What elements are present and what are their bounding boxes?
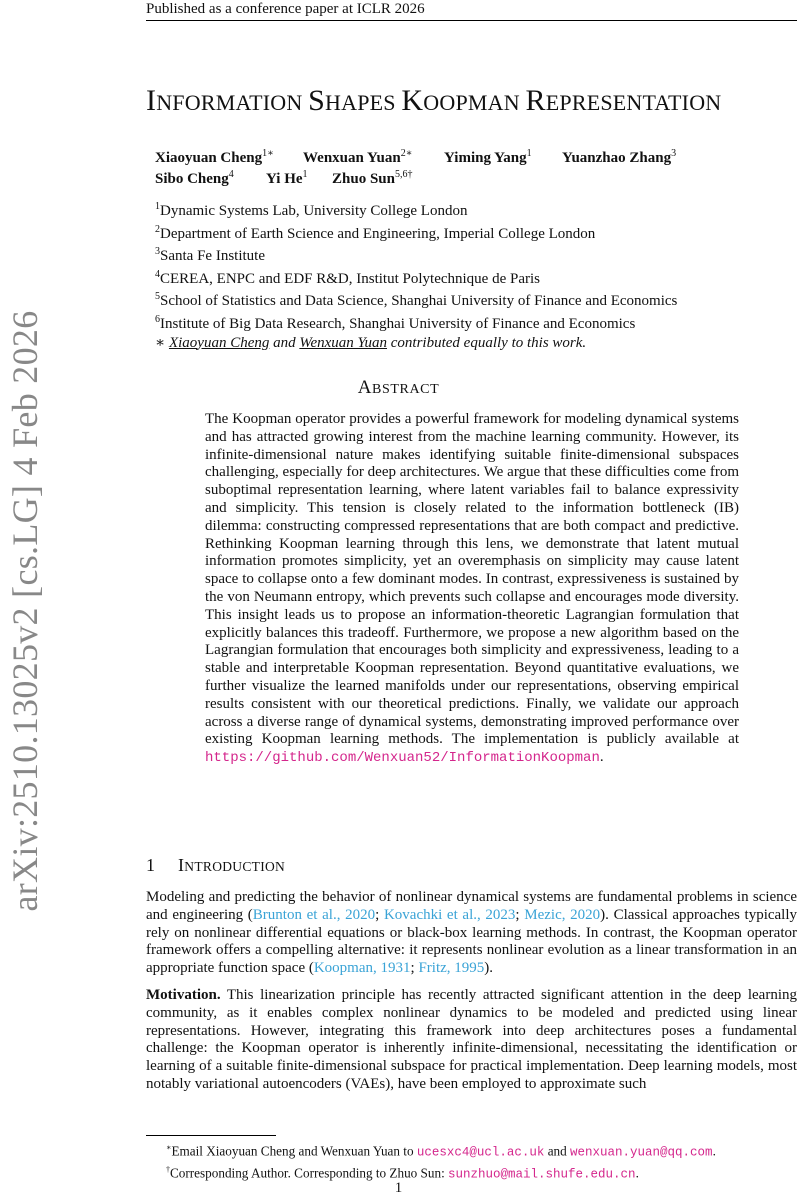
section-heading: 1 INTRODUCTION [146,855,286,875]
affiliation: $^3$Santa Fe Institute [155,246,265,265]
author: Wenxuan Yuan$^{2∗}$ [303,148,413,166]
citation-link[interactable]: Mezic, 2020 [524,906,601,923]
paragraph: Modeling and predicting the behavior of nonlinear dynamical systems are fundamental problems in science and engineering (Brunton et al., 2020; Kovachki et al., 2023; Mezic, 2020). Classical approaches typically rely on nonlinear differential equations or black-box learning methods. In contrast, the Koopman operator framework offers a compelling alternative: it represents nonlinear evolution as a linear transformation in an appropriate function space (Koopman, 1931; Fritz, 1995). [146,889,797,977]
abstract-text: The Koopman operator provides a powerful framework for modeling dynamical systems and has attracted growing interest from the machine learning community. However, its infinite-dimensional nature makes identifying suitable finite-dimensional subspaces challenging, especially for deep architectures. We argue that these difficulties come from suboptimal representation learning, where latent variables fail to balance expressivity and simplicity. This tension is closely related to the information bottleneck (IB) dilemma: constructing compressed representations that are both compact and predictive. Rethinking Koopman learning through this lens, we demonstrate that latent mutual information promotes simplicity, yet an overemphasis on simplicity may cause latent space to collapse onto a few dominant modes. In contrast, expressiveness is sustained by the von Neumann entropy, which prevents such collapse and encourages mode diversity. This insight leads us to propose an information-theoretic Lagrangian formulation that explicitly balances this tradeoff. Furthermore, we propose a new algorithm based on the Lagrangian formulation that encourages both simplicity and expressiveness, leading to a stable and interpretable Koopman representation. Beyond quantitative evaluations, we further visualize the learned manifolds under our representations, observing empirical results consistent with our theoretical predictions. Finally, we validate our approach across a diverse range of dynamical systems, demonstrating improved performance over existing Koopman learning methods. The implementation is publicly available at https://github.com/Wenxuan52/InformationKoopman. [205,411,739,767]
citation-link[interactable]: Fritz, 1995 [418,960,485,977]
footnote: ∗Email Xiaoyuan Cheng and Wenxuan Yuan to ucesxc4@ucl.ac.uk and wenxuan.yuan@qq.com. [166,1143,716,1160]
title-rest: EPRESENTATION [545,90,722,115]
page-number: 1 [394,1180,403,1196]
title-letter: S [308,84,326,117]
header-rule [146,20,797,21]
author: Yiming Yang$^1$ [444,148,532,166]
citation-link[interactable]: Kovachki et al., 2023 [383,906,516,923]
author-list [155,144,775,186]
author: Xiaoyuan Cheng$^{1∗}$ [155,148,274,166]
equal-contribution-note: ∗ Xiaoyuan Cheng and Wenxuan Yuan contributed equally to this work. [155,334,587,351]
title-rest: NFORMATION [156,90,309,115]
title-letter: R [525,84,546,117]
title-rest: OOPMAN [423,90,526,115]
affiliation-list [155,198,775,352]
title-letter: K [401,84,424,117]
footnote-rule [146,1135,276,1136]
header-text: Published as a conference paper at ICLR 2026 [146,1,425,17]
citation-link[interactable]: Brunton et al., 2020 [252,906,376,923]
title-rest: HAPES [325,90,402,115]
paper-title [146,84,797,120]
author-link[interactable]: Wenxuan Yuan [299,334,388,351]
arxiv-stamp: arXiv:2510.13025v2 [cs.LG] 4 Feb 2026 [5,310,45,912]
author-row-2 [155,165,775,186]
paragraph-lead: Motivation. [146,986,221,1003]
footnote: †Corresponding Author. Corresponding to Zhuo Sun: sunzhuo@mail.shufe.edu.cn. [166,1165,639,1182]
author: Zhuo Sun$^{5,6\dagger}$ [332,169,413,187]
affiliation: $^6$Institute of Big Data Research, Shanghai University of Finance and Economics [155,313,636,332]
affiliation: $^5$School of Statistics and Data Science, Shanghai University of Finance and Economics [155,291,678,310]
title-letter: I [146,84,157,117]
introduction-body [146,889,797,1103]
email-link[interactable]: wenxuan.yuan@qq.com [570,1145,713,1160]
code-link[interactable]: https://github.com/Wenxuan52/InformationKoopman [205,750,600,767]
author: Sibo Cheng$^4$ [155,169,234,187]
footnotes [166,1139,796,1184]
paragraph: Motivation. This linearization principle has recently attracted significant attention in the deep learning community, as it enables complex nonlinear dynamics to be modeled and predicted using linear representations. However, integrating this framework into deep architectures poses a fundamental challenge: the Koopman operator is inherently infinite-dimensional, necessitating the identification or learning of a suitable finite-dimensional subspace for practical implementation. Deep learning models, most notably variational autoencoders (VAEs), have been employed to approximate such [146,986,797,1092]
running-header [146,0,796,18]
author-link[interactable]: Xiaoyuan Cheng [168,334,270,351]
abstract-heading: ABSTRACT [357,377,440,398]
author: Yuanzhao Zhang$^3$ [562,148,677,166]
section-number: 1 [146,855,156,875]
author-row-1 [155,144,775,165]
affiliation: $^4$CEREA, ENPC and EDF R&D, Institut Polytechnique de Paris [155,268,540,287]
affiliation: $^2$Department of Earth Science and Engineering, Imperial College London [155,223,596,242]
author: Yi He$^1$ [266,169,308,187]
affiliation: $^1$Dynamic Systems Lab, University College London [155,201,468,219]
citation-link[interactable]: Koopman, 1931 [313,960,411,977]
email-link[interactable]: ucesxc4@ucl.ac.uk [416,1145,545,1160]
email-link[interactable]: sunzhuo@mail.shufe.edu.cn [448,1167,636,1182]
